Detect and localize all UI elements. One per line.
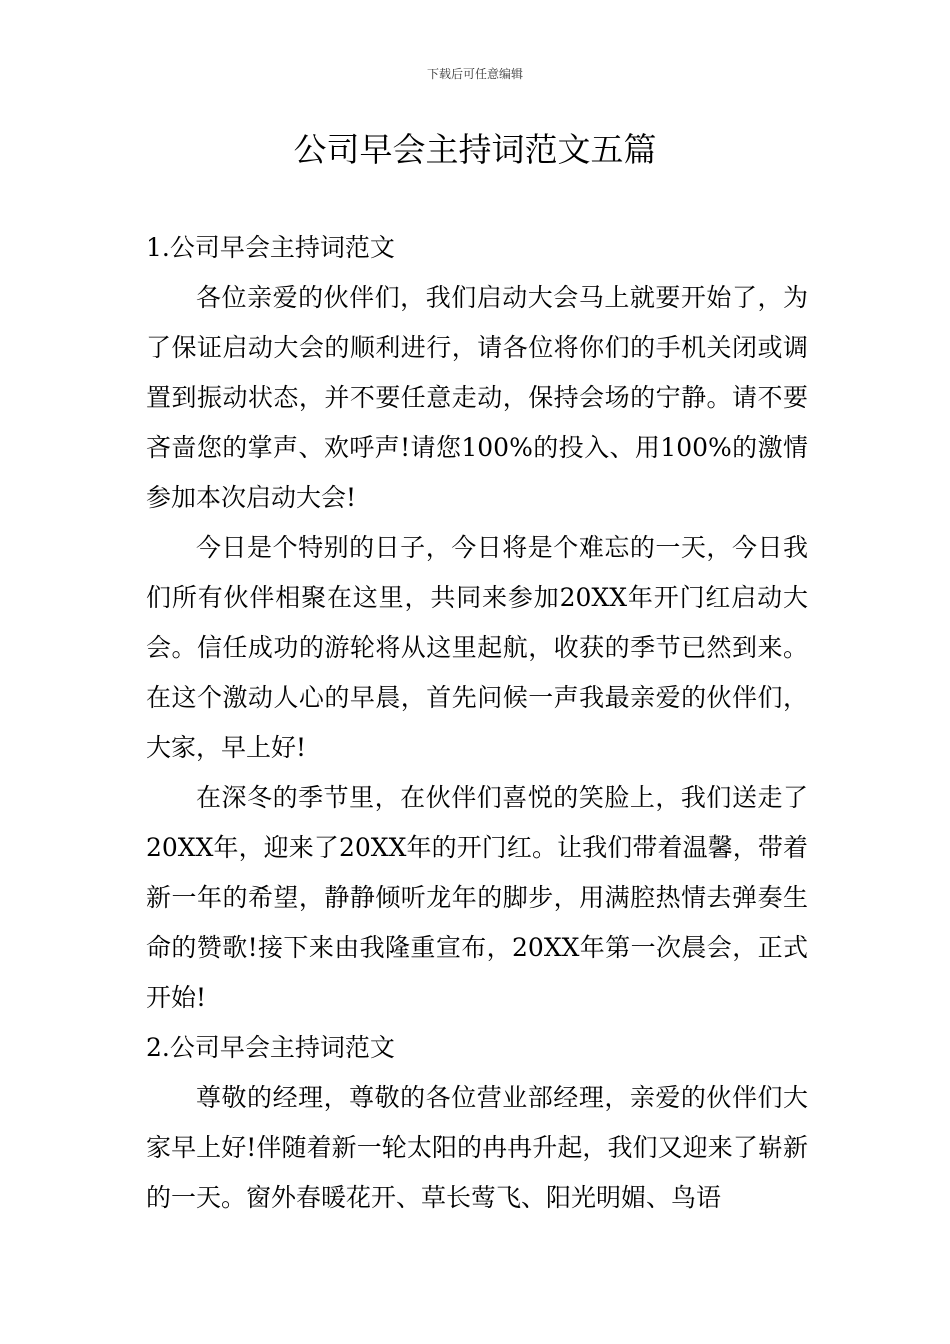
header-note: 下载后可任意编辑 (426, 67, 523, 81)
section-heading-2: 2.公司早会主持词范文 (146, 1033, 395, 1062)
paragraph: 尊敬的经理，尊敬的各位营业部经理，亲爱的伙伴们大家早上好!伴随着新一轮太阳的冉冉升起，我们又迎来了崭新的一天。窗外春暖花开、草长莺飞、阳光明媚、鸟语 (146, 1083, 808, 1212)
paragraph: 各位亲爱的伙伴们，我们启动大会马上就要开始了，为了保证启动大会的顺利进行，请各位将你们的手机关闭或调置到振动状态，并不要任意走动，保持会场的宁静。请不要吝啬您的掌声、欢呼声!请您100%的投入、用100%的激情参加本次启动大会! (146, 283, 808, 512)
document-title: 公司早会主持词范文五篇 (293, 130, 657, 169)
paragraph: 在深冬的季节里，在伙伴们喜悦的笑脸上，我们送走了20XX年，迎来了20XX年的开门红。让我们带着温馨，带着新一年的希望，静静倾听龙年的脚步，用满腔热情去弹奏生命的赞歌!接下来由我隆重宣布，20XX年第一次晨会，正式开始! (146, 783, 808, 1012)
document-body (146, 223, 808, 1223)
section-heading-1: 1.公司早会主持词范文 (146, 233, 395, 262)
paragraph: 今日是个特别的日子，今日将是个难忘的一天，今日我们所有伙伴相聚在这里，共同来参加20XX年开门红启动大会。信任成功的游轮将从这里起航，收获的季节已然到来。在这个激动人心的早晨，首先问候一声我最亲爱的伙伴们，大家，早上好! (146, 533, 808, 762)
